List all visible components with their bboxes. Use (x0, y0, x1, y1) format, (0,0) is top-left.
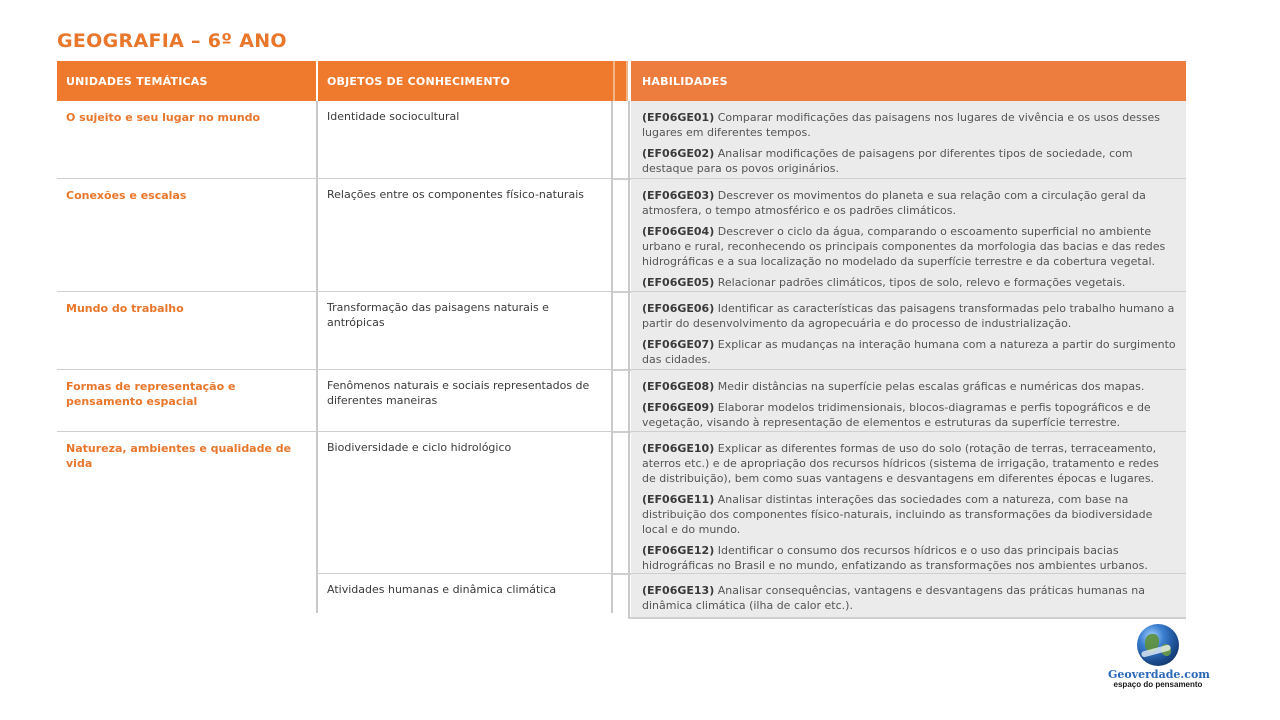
skill-text: Medir distâncias na superfície pelas escalas gráficas e numéricas dos mapas. (717, 380, 1145, 393)
knowledge-object: Transformação das paisagens naturais e antrópicas (327, 301, 549, 329)
skill-code: (EF06GE05) (642, 276, 715, 289)
thematic-unit: Natureza, ambientes e qualidade de vida (66, 442, 292, 470)
skill-code: (EF06GE08) (642, 380, 715, 393)
skill-text: Analisar distintas interações das sociedades com a natureza, com base na distribuição dos componentes físico-naturais, incluindo as transformações da biodiversidade local e do mundo. (642, 493, 1153, 536)
header-gap (613, 61, 628, 101)
header-skills: HABILIDADES (631, 61, 1186, 101)
thematic-unit: O sujeito e seu lugar no mundo (66, 111, 261, 124)
skill-item (642, 224, 1176, 269)
skill-text: Descrever os movimentos do planeta e sua relação com a circulação geral da atmosfera, o tempo atmosférico e os padrões climáticos. (642, 189, 1146, 217)
skill-text: Analisar consequências, vantagens e desvantagens das práticas humanas na dinâmica climática (ilha de calor etc.). (642, 584, 1145, 612)
skill-code: (EF06GE01) (642, 111, 715, 124)
table-row (57, 432, 1186, 574)
skill-item (642, 492, 1176, 537)
thematic-unit: Mundo do trabalho (66, 302, 184, 315)
skill-item (642, 543, 1176, 573)
skill-item (642, 379, 1176, 394)
logo-site-name: Geoverdade.com (1108, 668, 1210, 681)
skill-text: Elaborar modelos tridimensionais, blocos-diagramas e perfis topográficos e de vegetação, visando à representação de elementos e estruturas da superfície terrestre. (642, 401, 1151, 429)
skill-text: Explicar as diferentes formas de uso do solo (rotação de terras, terraceamento, aterros etc.) e de apropriação dos recursos hídricos (sistema de irrigação, tratamento e redes de distribuição), bem como suas vantagens e desvantagens em diferentes épocas e lugares. (642, 442, 1159, 485)
globe-icon (1137, 624, 1179, 666)
table-row (57, 179, 1186, 292)
skill-code: (EF06GE12) (642, 544, 715, 557)
skill-text: Analisar modificações de paisagens por diferentes tipos de sociedade, com destaque para os povos originários. (642, 147, 1133, 175)
column-divider (628, 101, 630, 618)
skill-item (642, 583, 1176, 613)
skill-item (642, 400, 1176, 430)
skill-code: (EF06GE11) (642, 493, 715, 506)
skill-item (642, 188, 1176, 218)
skill-item (642, 441, 1176, 486)
skill-item (642, 146, 1176, 176)
table-row (57, 101, 1186, 179)
skill-item (642, 301, 1176, 331)
knowledge-object: Fenômenos naturais e sociais representados de diferentes maneiras (327, 379, 590, 407)
skill-item (642, 110, 1176, 140)
skill-code: (EF06GE04) (642, 225, 715, 238)
table-row (57, 292, 1186, 370)
thematic-unit: Formas de representação e pensamento espacial (66, 380, 236, 408)
skill-text: Identificar as características das paisagens transformadas pelo trabalho humano a partir do desenvolvimento da agropecuária e do processo de industrialização. (642, 302, 1175, 330)
header-units: UNIDADES TEMÁTICAS (57, 61, 316, 101)
thematic-unit: Conexões e escalas (66, 189, 187, 202)
knowledge-object: Biodiversidade e ciclo hidrológico (327, 441, 512, 454)
page-title: GEOGRAFIA – 6º ANO (57, 30, 287, 52)
skill-text: Comparar modificações das paisagens nos lugares de vivência e os usos desses lugares em diferentes tempos. (642, 111, 1160, 139)
knowledge-object: Identidade sociocultural (327, 110, 460, 123)
skill-item (642, 275, 1176, 290)
skill-code: (EF06GE09) (642, 401, 715, 414)
skill-code: (EF06GE03) (642, 189, 715, 202)
knowledge-object: Relações entre os componentes físico-naturais (327, 188, 584, 201)
table-row (57, 574, 1186, 618)
skill-item (642, 337, 1176, 367)
skill-text: Identificar o consumo dos recursos hídricos e o uso das principais bacias hidrográficas no Brasil e no mundo, enfatizando as transformações nos ambientes urbanos. (642, 544, 1148, 572)
column-divider (611, 101, 613, 613)
knowledge-object: Atividades humanas e dinâmica climática (327, 583, 557, 596)
skill-text: Descrever o ciclo da água, comparando o escoamento superficial no ambiente urbano e rural, reconhecendo os principais componentes da morfologia das bacias e das redes hidrográficas e a sua localização no modelado da superfície terrestre e da cobertura vegetal. (642, 225, 1166, 268)
skill-code: (EF06GE07) (642, 338, 715, 351)
column-divider (316, 101, 318, 613)
site-logo[interactable] (1108, 624, 1208, 689)
skill-code: (EF06GE13) (642, 584, 715, 597)
skill-code: (EF06GE10) (642, 442, 715, 455)
skill-text: Relacionar padrões climáticos, tipos de solo, relevo e formações vegetais. (717, 276, 1126, 289)
skill-text: Explicar as mudanças na interação humana com a natureza a partir do surgimento das cidades. (642, 338, 1176, 366)
skill-code: (EF06GE06) (642, 302, 715, 315)
logo-tagline: espaço do pensamento (1113, 680, 1203, 689)
table-row (57, 370, 1186, 432)
skill-code: (EF06GE02) (642, 147, 715, 160)
header-objects: OBJETOS DE CONHECIMENTO (318, 61, 613, 101)
